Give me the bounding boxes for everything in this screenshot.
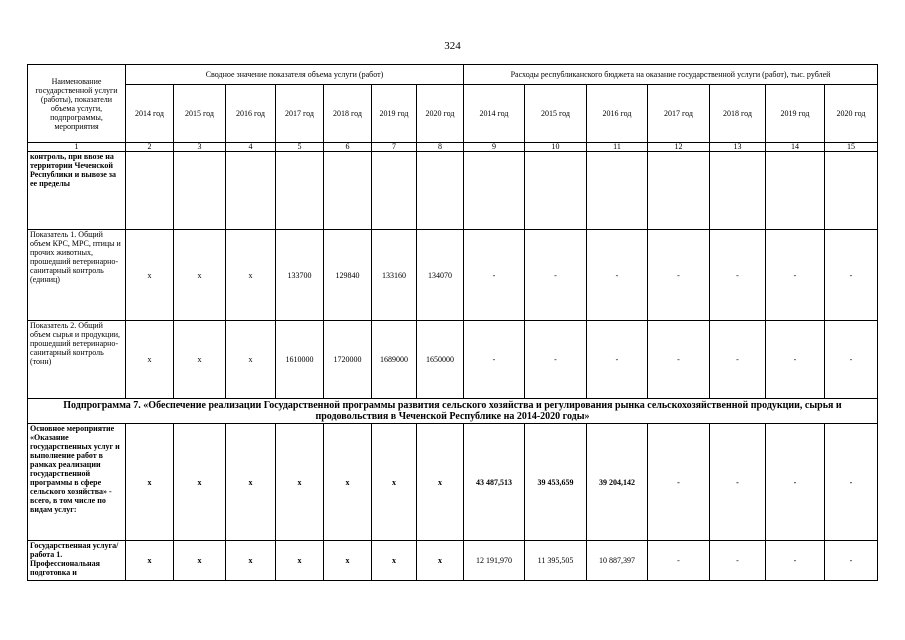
col-number: 5 xyxy=(276,143,324,152)
table-row xyxy=(28,152,878,230)
table-cell: 39 204,142 xyxy=(587,424,648,541)
table-cell: 133700 xyxy=(276,230,324,321)
table-cell: - xyxy=(464,230,525,321)
header-year: 2018 год xyxy=(324,85,372,143)
table-cell xyxy=(710,152,766,230)
table-cell xyxy=(648,152,710,230)
table-cell: - xyxy=(710,424,766,541)
table-row xyxy=(28,541,878,581)
table-cell xyxy=(417,152,464,230)
table-cell: 1689000 xyxy=(372,321,417,399)
table-cell: x xyxy=(174,424,226,541)
header-year: 2019 год xyxy=(372,85,417,143)
table-cell: 1720000 xyxy=(324,321,372,399)
table-cell: 39 453,659 xyxy=(525,424,587,541)
table-row xyxy=(28,424,878,541)
header-year: 2018 год xyxy=(710,85,766,143)
table-cell: - xyxy=(766,541,825,581)
row-name: контроль, при ввозе на территории Чеченской Республики и вывозе за ее пределы xyxy=(28,152,126,230)
col-number: 11 xyxy=(587,143,648,152)
table-cell: - xyxy=(648,230,710,321)
table-cell: x xyxy=(174,321,226,399)
table-cell xyxy=(324,152,372,230)
table-cell: x xyxy=(417,541,464,581)
table-cell: 129840 xyxy=(324,230,372,321)
header-year: 2017 год xyxy=(276,85,324,143)
table-cell: - xyxy=(710,541,766,581)
col-number: 15 xyxy=(825,143,878,152)
header-year: 2020 год xyxy=(417,85,464,143)
table-cell xyxy=(525,152,587,230)
table-cell: x xyxy=(126,541,174,581)
table-row xyxy=(28,321,878,399)
header-year: 2017 год xyxy=(648,85,710,143)
col-number: 8 xyxy=(417,143,464,152)
table-cell: - xyxy=(825,321,878,399)
table-cell: x xyxy=(226,424,276,541)
table-cell: - xyxy=(648,541,710,581)
row-name: Показатель 2. Общий объем сырья и продукции, прошедший ветеринарно-санитарный контроль (тонн) xyxy=(28,321,126,399)
table-cell xyxy=(372,152,417,230)
table-cell: x xyxy=(174,230,226,321)
table-cell: 12 191,970 xyxy=(464,541,525,581)
table-row xyxy=(28,230,878,321)
table-cell: 11 395,505 xyxy=(525,541,587,581)
table-cell xyxy=(174,152,226,230)
table-cell: x xyxy=(372,541,417,581)
col-number: 13 xyxy=(710,143,766,152)
table-cell xyxy=(226,152,276,230)
header-year: 2019 год xyxy=(766,85,825,143)
col-number: 10 xyxy=(525,143,587,152)
row-name-text: Государственная услуга/работа 1. Профессиональная подготовка и xyxy=(30,541,119,577)
col-number: 3 xyxy=(174,143,226,152)
col-number: 14 xyxy=(766,143,825,152)
table-cell: - xyxy=(710,230,766,321)
col-number: 1 xyxy=(28,143,126,152)
table-cell: 1610000 xyxy=(276,321,324,399)
header-year: 2014 год xyxy=(464,85,525,143)
header-year: 2014 год xyxy=(126,85,174,143)
table-cell: - xyxy=(766,230,825,321)
col-number: 7 xyxy=(372,143,417,152)
col-number: 6 xyxy=(324,143,372,152)
header-year: 2020 год xyxy=(825,85,878,143)
table-cell: - xyxy=(648,424,710,541)
page-number: 324 xyxy=(444,40,461,52)
table-cell: 10 887,397 xyxy=(587,541,648,581)
col-number: 12 xyxy=(648,143,710,152)
table-cell: - xyxy=(525,230,587,321)
table-cell: 134070 xyxy=(417,230,464,321)
table-cell: - xyxy=(587,321,648,399)
row-name: Основное мероприятие «Оказание государственных услуг и выполнение работ в рамках реализации государственной программы в сфере сельского хозяйства» - всего, в том числе по видам услуг: xyxy=(28,424,126,541)
table-cell: x xyxy=(126,230,174,321)
table-cell: x xyxy=(372,424,417,541)
table-cell: - xyxy=(525,321,587,399)
table-cell: - xyxy=(825,230,878,321)
row-name: Показатель 1. Общий объем КРС, МРС, птицы и прочих животных, прошедший ветеринарно-санитарный контроль (единиц) xyxy=(28,230,126,321)
table-cell xyxy=(825,152,878,230)
table-cell xyxy=(766,152,825,230)
table-cell: x xyxy=(126,321,174,399)
header-year: 2016 год xyxy=(226,85,276,143)
col-number: 2 xyxy=(126,143,174,152)
col-number: 9 xyxy=(464,143,525,152)
table-cell xyxy=(464,152,525,230)
header-indicator-group: Сводное значение показателя объема услуги (работ) xyxy=(126,65,464,85)
table-cell: x xyxy=(417,424,464,541)
table-cell: - xyxy=(587,230,648,321)
header-year: 2015 год xyxy=(525,85,587,143)
table-cell: 133160 xyxy=(372,230,417,321)
table-cell xyxy=(276,152,324,230)
table-cell: x xyxy=(226,541,276,581)
table-cell: x xyxy=(276,541,324,581)
table-cell: 1650000 xyxy=(417,321,464,399)
table-cell: - xyxy=(825,424,878,541)
col-number: 4 xyxy=(226,143,276,152)
table-cell: 43 487,513 xyxy=(464,424,525,541)
header-year: 2016 год xyxy=(587,85,648,143)
header-expense-group: Расходы республиканского бюджета на оказание государственной услуги (работ), тыс. рублей xyxy=(464,65,878,85)
table-cell xyxy=(587,152,648,230)
table-cell: x xyxy=(226,321,276,399)
table-cell: - xyxy=(710,321,766,399)
budget-table xyxy=(27,64,878,581)
table-cell: - xyxy=(464,321,525,399)
header-name-cell: Наименование государственной услуги (работы), показатели объема услуги, подпрограммы, мероприятия xyxy=(28,65,126,143)
table-cell: x xyxy=(324,424,372,541)
header-year: 2015 год xyxy=(174,85,226,143)
table-cell: x xyxy=(324,541,372,581)
table-cell: x xyxy=(126,424,174,541)
table-cell: - xyxy=(766,321,825,399)
row-name xyxy=(28,541,126,581)
table-cell: x xyxy=(174,541,226,581)
table-cell: - xyxy=(825,541,878,581)
table-cell: x xyxy=(276,424,324,541)
table-cell: - xyxy=(766,424,825,541)
table-cell xyxy=(126,152,174,230)
table-cell: - xyxy=(648,321,710,399)
subprogram-heading: Подпрограмма 7. «Обеспечение реализации Государственной программы развития сельского хозяйства и регулирования рынка сельскохозяйственной продукции, сырья и продовольствия в Чеченской Республике на 2014-2020 годы» xyxy=(28,399,878,424)
table-cell: x xyxy=(226,230,276,321)
